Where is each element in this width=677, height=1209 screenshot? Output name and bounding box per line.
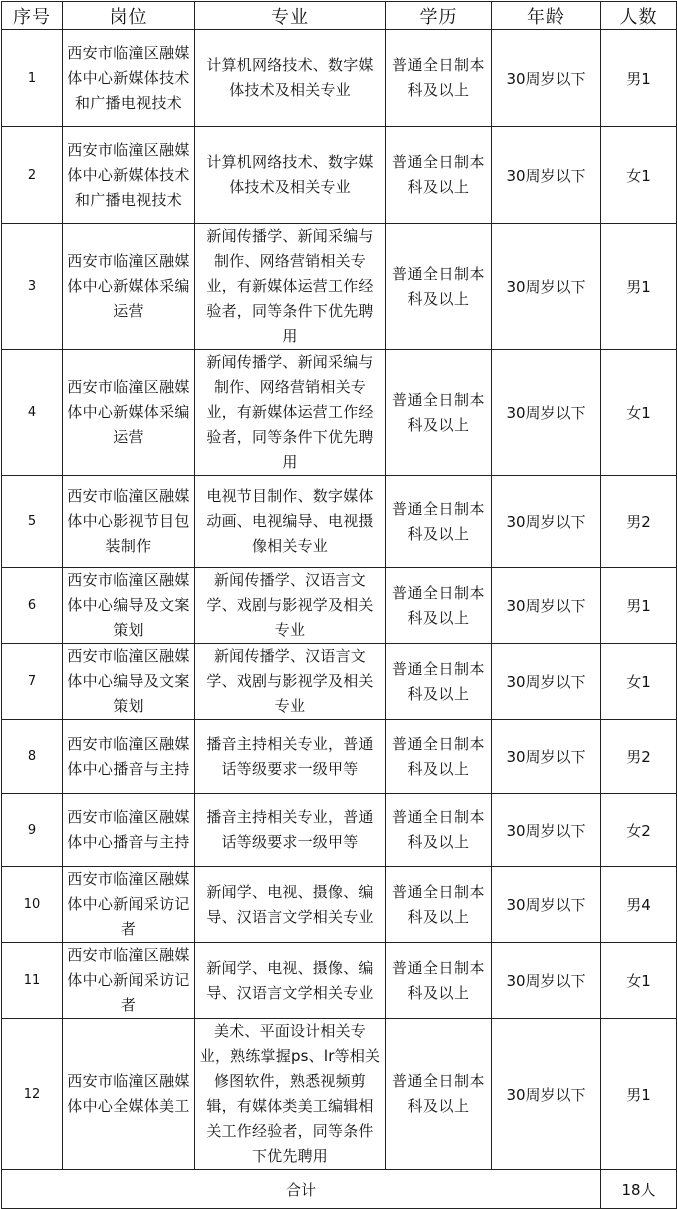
row-seq: 7 xyxy=(2,644,63,720)
row-count: 女2 xyxy=(601,794,677,867)
row-seq: 6 xyxy=(2,568,63,644)
table-row xyxy=(2,943,677,1019)
row-education: 普通全日制本科及以上 xyxy=(386,476,492,568)
row-age: 30周岁以下 xyxy=(492,224,601,350)
row-position: 西安市临潼区融媒体中心新媒体采编运营 xyxy=(63,224,195,350)
row-education: 普通全日制本科及以上 xyxy=(386,794,492,867)
row-position: 西安市临潼区融媒体中心新媒体技术和广播电视技术 xyxy=(63,30,195,127)
row-age: 30周岁以下 xyxy=(492,568,601,644)
row-major: 新闻传播学、汉语言文学、戏剧与影视学及相关专业 xyxy=(195,568,386,644)
row-count: 男1 xyxy=(601,30,677,127)
table-row xyxy=(2,644,677,720)
row-age: 30周岁以下 xyxy=(492,350,601,476)
row-education: 普通全日制本科及以上 xyxy=(386,943,492,1019)
header-education: 学历 xyxy=(386,2,492,30)
row-position: 西安市临潼区融媒体中心新闻采访记者 xyxy=(63,943,195,1019)
row-seq: 9 xyxy=(2,794,63,867)
row-age: 30周岁以下 xyxy=(492,127,601,224)
total-row xyxy=(2,1170,677,1209)
table-row xyxy=(2,127,677,224)
row-major: 新闻学、电视、摄像、编导、汉语言文学相关专业 xyxy=(195,867,386,943)
row-count: 女1 xyxy=(601,127,677,224)
row-education: 普通全日制本科及以上 xyxy=(386,720,492,794)
row-seq: 1 xyxy=(2,30,63,127)
table-row xyxy=(2,224,677,350)
header-row xyxy=(2,2,677,30)
row-seq: 10 xyxy=(2,867,63,943)
row-count: 男2 xyxy=(601,720,677,794)
row-seq: 3 xyxy=(2,224,63,350)
row-age: 30周岁以下 xyxy=(492,720,601,794)
row-education: 普通全日制本科及以上 xyxy=(386,224,492,350)
row-major: 新闻传播学、新闻采编与制作、网络营销相关专业，有新媒体运营工作经验者，同等条件下优先聘用 xyxy=(195,224,386,350)
row-major: 美术、平面设计相关专业，熟练掌握ps、lr等相关修图软件，熟悉视频剪辑，有媒体类美工编辑相关工作经验者，同等条件下优先聘用 xyxy=(195,1019,386,1170)
row-count: 男1 xyxy=(601,1019,677,1170)
row-age: 30周岁以下 xyxy=(492,794,601,867)
row-seq: 11 xyxy=(2,943,63,1019)
table-row xyxy=(2,1019,677,1170)
row-major: 新闻传播学、新闻采编与制作、网络营销相关专业，有新媒体运营工作经验者，同等条件下优先聘用 xyxy=(195,350,386,476)
table-row xyxy=(2,350,677,476)
row-major: 播音主持相关专业，普通话等级要求一级甲等 xyxy=(195,720,386,794)
total-count: 18人 xyxy=(601,1170,677,1209)
row-major: 计算机网络技术、数字媒体技术及相关专业 xyxy=(195,127,386,224)
row-education: 普通全日制本科及以上 xyxy=(386,1019,492,1170)
row-position: 西安市临潼区融媒体中心影视节目包装制作 xyxy=(63,476,195,568)
row-age: 30周岁以下 xyxy=(492,644,601,720)
total-label: 合计 xyxy=(2,1170,601,1209)
row-age: 30周岁以下 xyxy=(492,943,601,1019)
row-age: 30周岁以下 xyxy=(492,1019,601,1170)
row-seq: 2 xyxy=(2,127,63,224)
row-major: 新闻传播学、汉语言文学、戏剧与影视学及相关专业 xyxy=(195,644,386,720)
recruitment-table xyxy=(1,1,677,1209)
table-row xyxy=(2,867,677,943)
row-count: 女1 xyxy=(601,644,677,720)
row-count: 男2 xyxy=(601,476,677,568)
row-position: 西安市临潼区融媒体中心编导及文案策划 xyxy=(63,568,195,644)
row-count: 男1 xyxy=(601,568,677,644)
row-position: 西安市临潼区融媒体中心全媒体美工 xyxy=(63,1019,195,1170)
row-education: 普通全日制本科及以上 xyxy=(386,127,492,224)
row-position: 西安市临潼区融媒体中心播音与主持 xyxy=(63,720,195,794)
row-position: 西安市临潼区融媒体中心播音与主持 xyxy=(63,794,195,867)
table-row xyxy=(2,568,677,644)
row-count: 女1 xyxy=(601,943,677,1019)
row-seq: 8 xyxy=(2,720,63,794)
row-education: 普通全日制本科及以上 xyxy=(386,644,492,720)
row-education: 普通全日制本科及以上 xyxy=(386,568,492,644)
header-major: 专业 xyxy=(195,2,386,30)
table-row xyxy=(2,720,677,794)
row-major: 播音主持相关专业，普通话等级要求一级甲等 xyxy=(195,794,386,867)
table-row xyxy=(2,30,677,127)
table-row xyxy=(2,794,677,867)
row-education: 普通全日制本科及以上 xyxy=(386,867,492,943)
row-major: 新闻学、电视、摄像、编导、汉语言文学相关专业 xyxy=(195,943,386,1019)
row-position: 西安市临潼区融媒体中心新媒体采编运营 xyxy=(63,350,195,476)
row-education: 普通全日制本科及以上 xyxy=(386,350,492,476)
header-age: 年龄 xyxy=(492,2,601,30)
row-seq: 12 xyxy=(2,1019,63,1170)
header-position: 岗位 xyxy=(63,2,195,30)
row-count: 女1 xyxy=(601,350,677,476)
row-education: 普通全日制本科及以上 xyxy=(386,30,492,127)
row-count: 男4 xyxy=(601,867,677,943)
row-seq: 4 xyxy=(2,350,63,476)
row-position: 西安市临潼区融媒体中心新闻采访记者 xyxy=(63,867,195,943)
row-major: 计算机网络技术、数字媒体技术及相关专业 xyxy=(195,30,386,127)
row-seq: 5 xyxy=(2,476,63,568)
row-age: 30周岁以下 xyxy=(492,30,601,127)
row-age: 30周岁以下 xyxy=(492,867,601,943)
row-count: 男1 xyxy=(601,224,677,350)
row-age: 30周岁以下 xyxy=(492,476,601,568)
table-row xyxy=(2,476,677,568)
header-count: 人数 xyxy=(601,2,677,30)
row-position: 西安市临潼区融媒体中心新媒体技术和广播电视技术 xyxy=(63,127,195,224)
header-seq: 序号 xyxy=(2,2,63,30)
row-position: 西安市临潼区融媒体中心编导及文案策划 xyxy=(63,644,195,720)
row-major: 电视节目制作、数字媒体动画、电视编导、电视摄像相关专业 xyxy=(195,476,386,568)
